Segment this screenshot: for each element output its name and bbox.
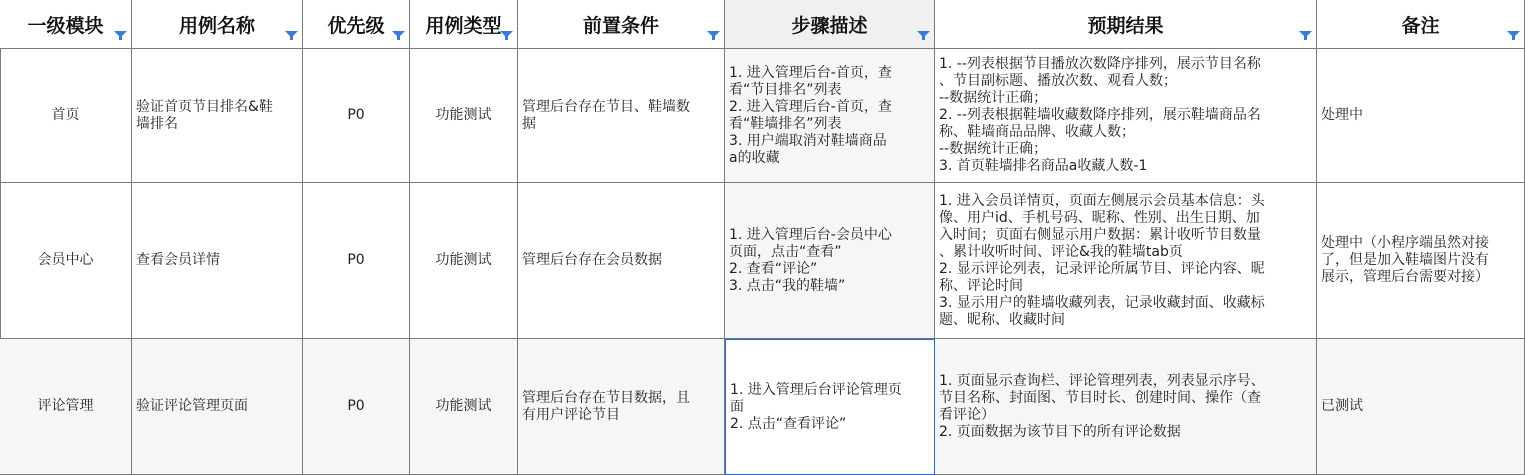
cell-case-name-text: 验证首页节目排名&鞋 墙排名 [136,98,273,132]
cell-precondition-text: 管理后台存在节目、鞋墙数 据 [522,98,690,132]
cell-priority-text: P0 [347,107,365,123]
cell-case-type-text: 功能测试 [435,398,492,414]
cell-remark-text: 处理中 [1321,107,1363,123]
cell-expected-text: 1. 页面显示查询栏、评论管理列表，列表显示序号、 节目名称、封面图、节目时长、创建时间、操作（查 看评论） 2. 页面数据为该节目下的所有评论数据 [939,372,1265,440]
cell-steps[interactable] [725,183,935,339]
cell-steps[interactable] [725,49,935,183]
cell-steps-text: 1. 进入管理后台评论管理页 面 2. 点击“查看评论” [730,381,902,432]
filter-icon[interactable] [114,31,127,40]
cell-steps-active[interactable] [725,339,935,475]
header-module[interactable] [0,0,132,49]
header-case-type-label: 用例类型 [425,14,502,37]
cell-case-type[interactable] [410,49,518,183]
header-steps-label: 步骤描述 [791,14,868,37]
cell-module[interactable] [0,49,132,183]
cell-priority-text: P0 [347,252,365,268]
cell-case-type[interactable] [410,339,518,475]
header-steps[interactable] [725,0,935,49]
filter-icon[interactable] [1299,31,1312,40]
cell-module[interactable] [0,339,132,475]
cell-expected[interactable] [935,49,1317,183]
header-precondition[interactable] [518,0,725,49]
cell-case-type-text: 功能测试 [435,252,492,268]
cell-expected-text: 1. --列表根据节目播放次数降序排列，展示节目名称 、节目副标题、播放次数、观看人数； --数据统计正确； 2. --列表根据鞋墙收藏数降序排列，展示鞋墙商品名 称、鞋墙商品品牌、收藏人数； --数据统计正确； 3. 首页鞋墙排名商品a收藏人数-1 [939,56,1261,174]
header-expected[interactable] [935,0,1317,49]
cell-precondition[interactable] [518,339,725,475]
header-case-type[interactable] [410,0,518,49]
cell-remark[interactable] [1317,183,1525,339]
cell-priority[interactable] [303,339,410,475]
header-priority[interactable] [303,0,410,49]
cell-precondition[interactable] [518,49,725,183]
filter-icon[interactable] [500,31,513,40]
header-module-label: 一级模块 [27,14,104,37]
cell-priority[interactable] [303,183,410,339]
cell-case-name[interactable] [132,183,303,339]
cell-case-name[interactable] [132,339,303,475]
header-expected-label: 预期结果 [1087,14,1164,37]
cell-remark-text: 已测试 [1321,398,1363,414]
cell-case-type[interactable] [410,183,518,339]
cell-steps-text: 1. 进入管理后台-首页，查 看“节目排名”列表 2. 进入管理后台-首页，查 看“鞋墙排名”列表 3. 用户端取消对鞋墙商品 a的收藏 [729,64,892,166]
filter-icon[interactable] [917,31,930,40]
header-priority-label: 优先级 [327,14,385,37]
cell-steps-text: 1. 进入管理后台-会员中心 页面，点击“查看” 2. 查看“评论” 3. 点击“我的鞋墙” [729,226,892,294]
header-case-name-label: 用例名称 [178,14,255,37]
cell-module-text: 首页 [51,107,80,123]
cell-module-text: 评论管理 [37,398,94,414]
cell-precondition-text: 管理后台存在节目数据，且 有用户评论节目 [522,389,690,423]
cell-remark[interactable] [1317,339,1525,475]
header-remark[interactable] [1317,0,1525,49]
cell-case-name-text: 验证评论管理页面 [136,398,248,414]
header-remark-label: 备注 [1401,14,1440,37]
cell-expected[interactable] [935,183,1317,339]
cell-remark-text: 处理中（小程序端虽然对接 了，但是加入鞋墙图片没有 展示，管理后台需要对接） [1321,235,1489,285]
cell-precondition[interactable] [518,183,725,339]
cell-case-name[interactable] [132,49,303,183]
cell-precondition-text: 管理后台存在会员数据 [522,252,662,268]
cell-expected[interactable] [935,339,1317,475]
header-precondition-label: 前置条件 [582,14,659,37]
filter-icon[interactable] [392,31,405,40]
cell-module[interactable] [0,183,132,339]
filter-icon[interactable] [285,31,298,40]
cell-case-name-text: 查看会员详情 [136,252,220,268]
cell-remark[interactable] [1317,49,1525,183]
cell-case-type-text: 功能测试 [435,107,492,123]
header-case-name[interactable] [132,0,303,49]
cell-module-text: 会员中心 [37,252,94,268]
cell-priority-text: P0 [347,398,365,414]
filter-icon[interactable] [707,31,720,40]
cell-expected-text: 1. 进入会员详情页，页面左侧展示会员基本信息：头 像、用户id、手机号码、昵称、性别、出生日期、加 入时间；页面右侧显示用户数据：累计收听节目数量 、累计收听时间、评论&我的鞋墙tab页 2. 显示评论列表，记录评论所属节目、评论内容、昵 称、评论时间 3. 显示用户的鞋墙收藏列表，记录收藏封面、收藏标 题、昵称、收藏时间 [939,192,1265,328]
filter-icon[interactable] [1507,31,1520,40]
cell-priority[interactable] [303,49,410,183]
